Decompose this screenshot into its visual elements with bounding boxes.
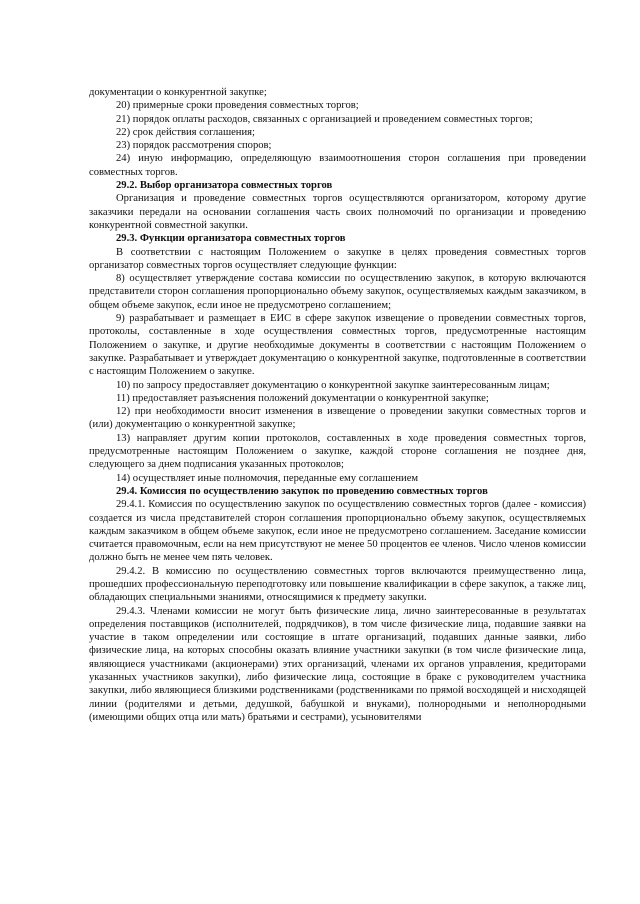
paragraph: 29.4.1. Комиссия по осуществлению закупок по осуществлению совместных торгов (далее - комиссия) создается из числа представителей сторон соглашения пропорционально объему закупок, осуществляемых каждым заказчиком в общем объеме закупок, если иное не предусмотрено соглашением. Заседание комиссии считается правомочным, если на нем присутствуют не менее 50 процентов ее членов. Число членов комиссии должно быть не менее чем пять человек.	[89, 499, 586, 564]
paragraph: документации о конкурентной закупке;	[89, 87, 267, 98]
list-item: 8) осуществляет утверждение состава комиссии по осуществлению закупок, в которую включаются представители сторон соглашения пропорционально объему закупок, осуществляемых каждым заказчиком, в общем объеме закупок, если иное не предусмотрено соглашением;	[89, 273, 586, 311]
section-heading: 29.4. Комиссия по осуществлению закупок по проведению совместных торгов	[116, 485, 488, 497]
list-item: 20) примерные сроки проведения совместных торгов;	[116, 100, 359, 112]
list-item: 23) порядок рассмотрения споров;	[116, 140, 272, 152]
list-item: 14) осуществляет иные полномочия, переданные ему соглашением	[116, 472, 419, 484]
list-item: 11) предоставляет разъяснения положений документации о конкурентной закупке;	[116, 392, 489, 404]
paragraph: 29.4.3. Членами комиссии не могут быть физические лица, лично заинтересованные в результатах определения поставщиков (исполнителей, подрядчиков), в том числе физические лица, подавшие заявки на участие в таком определении или состоящие в штате организаций, подавших данные заявки, либо физические лица, на которых способны оказать влияние участники закупки (в том числе физические лица, являющиеся участниками (акционерами) этих организаций, членами их органов управления, кредиторами указанных участников закупки), либо физические лица, состоящие в браке с руководителем участника закупки, либо являющиеся близкими родственниками (родственниками по прямой восходящей и нисходящей линии (родителями и детьми, дедушкой, бабушкой и внуками), полнородными и неполнородными (имеющими общих отца или мать) братьями и сестрами), усыновителями	[89, 605, 586, 723]
list-item: 12) при необходимости вносит изменения в извещение о проведении закупки совместных торгов и (или) документацию о конкурентной закупке;	[89, 406, 586, 431]
section-heading: 29.3. Функции организатора совместных торгов	[116, 233, 346, 245]
list-item: 9) разрабатывает и размещает в ЕИС в сфере закупок извещение о проведении совместных торгов, протоколы, составленные в ходе осуществления совместных торгов, предусмотренные настоящим Положением о закупке, и другие необходимые документы в соответствии с настоящим Положением о закупке. Разрабатывает и утверждает документацию о конкурентной закупке, подготовленные в соответствии с настоящим Положением о закупке.	[89, 313, 586, 378]
paragraph: В соответствии с настоящим Положением о закупке в целях проведения совместных торгов организатор совместных торгов осуществляет следующие функции:	[89, 246, 586, 271]
section-heading: 29.2. Выбор организатора совместных торгов	[116, 180, 333, 192]
list-item: 21) порядок оплаты расходов, связанных с организацией и проведением совместных торгов;	[116, 113, 533, 125]
list-item: 13) направляет другим копии протоколов, составленных в ходе проведения совместных торгов, предусмотренные настоящим Положением о закупке, каждой стороне соглашения не позднее дня, следующего за днем подписания указанных протоколов;	[89, 432, 586, 471]
list-item: 10) по запросу предоставляет документацию о конкурентной закупке заинтересованным лицам;	[116, 379, 550, 391]
list-item: 24) иную информацию, определяющую взаимоотношения сторон соглашения при проведении совместных торгов.	[89, 153, 586, 178]
document-body	[89, 86, 586, 724]
paragraph: Организация и проведение совместных торгов осуществляются организатором, которому другие заказчики передали на основании соглашения часть своих полномочий по организации и проведению конкурентной совместной закупки.	[89, 193, 586, 231]
list-item: 22) срок действия соглашения;	[116, 126, 255, 138]
paragraph: 29.4.2. В комиссию по осуществлению совместных торгов включаются преимущественно лица, прошедших профессиональную переподготовку или повышение квалификации в сфере закупок, а также лиц, обладающих специальными знаниями, относящимися к предмету закупки.	[89, 565, 586, 604]
